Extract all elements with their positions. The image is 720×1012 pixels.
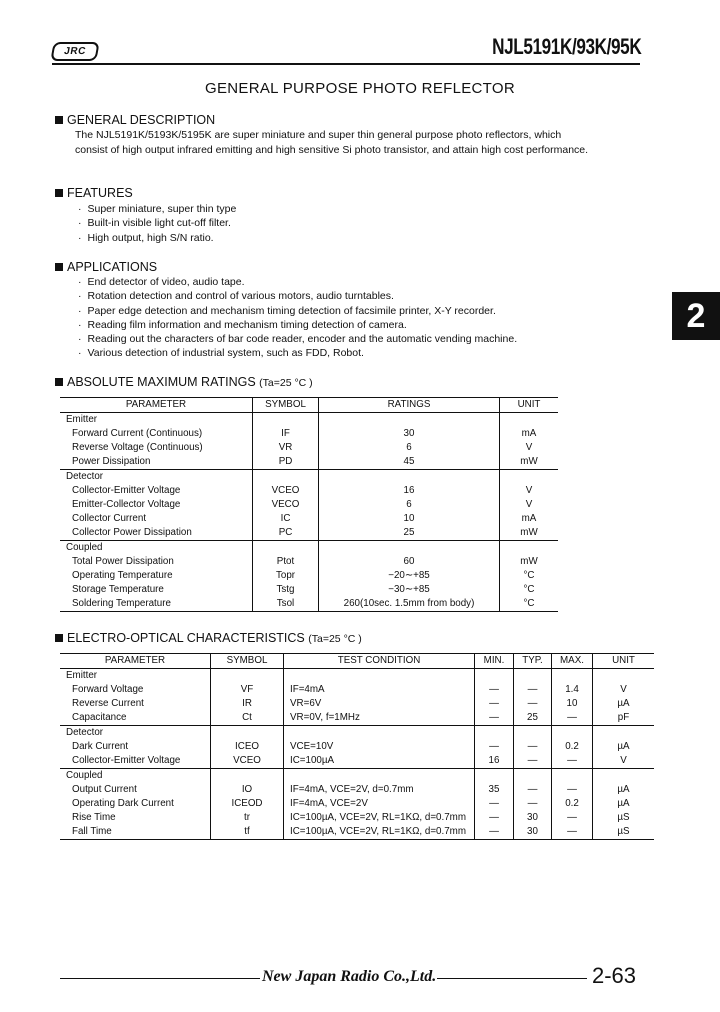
list-item: · Built-in visible light cut-off filter.: [78, 216, 236, 230]
abs-max-heading: ABSOLUTE MAXIMUM RATINGS (Ta=25 °C ): [55, 375, 313, 389]
page-number: 2-63: [592, 963, 637, 988]
general-description-text: The NJL5191K/5193K/5195K are super miniature and super thin general purpose photo reflectors, which consist of high output infrared emitting and high sensitive Si photo transistor, and attain high cost performance.: [75, 129, 589, 156]
bullet-square-icon: [55, 634, 63, 642]
list-item: · Super miniature, super thin type: [78, 202, 236, 216]
abs-max-table: [60, 397, 558, 612]
table-row: Reverse Voltage (Continuous) VR 6 V: [60, 441, 558, 455]
features-list: [78, 202, 236, 245]
column-header: SYMBOL: [253, 398, 319, 413]
jrc-logo: JRC: [50, 42, 99, 61]
section-tab: 2: [672, 292, 720, 340]
bullet-square-icon: [55, 189, 63, 197]
table-row: Collector Current IC 10 mA: [60, 512, 558, 526]
page-title: GENERAL PURPOSE PHOTO REFLECTOR: [205, 80, 515, 97]
bullet-square-icon: [55, 378, 63, 386]
table-row: Soldering Temperature Tsol 260(10sec. 1.5mm from body) °C: [60, 597, 558, 612]
list-item: · Reading film information and mechanism timing detection of camera.: [78, 318, 517, 332]
footer-rule-right: [437, 978, 587, 979]
electro-optical-heading: ELECTRO-OPTICAL CHARACTERISTICS (Ta=25 °C ): [55, 631, 362, 645]
part-number: NJL5191K/93K/95K: [491, 34, 641, 59]
table-row: Capacitance Ct VR=0V, f=1MHz — 25 — pF: [60, 711, 654, 726]
table-row: Collector-Emitter Voltage VCEO IC=100µA 16 — — V: [60, 754, 654, 769]
column-header: UNIT: [500, 398, 559, 413]
electro-optical-table: [60, 653, 654, 840]
table-row: Reverse Current IR VR=6V — — 10 µA: [60, 697, 654, 711]
footer-company: New Japan Radio Co.,Ltd.: [262, 968, 437, 985]
group-label: Detector: [60, 470, 253, 485]
column-header: RATINGS: [319, 398, 500, 413]
list-item: · High output, high S/N ratio.: [78, 231, 236, 245]
table-row: Rise Time tr IC=100µA, VCE=2V, RL=1KΩ, d=0.7mm — 30 — µS: [60, 811, 654, 825]
table-row: Total Power Dissipation Ptot 60 mW: [60, 555, 558, 569]
column-header: MAX.: [552, 654, 593, 669]
table-row: Forward Voltage VF IF=4mA — — 1.4 V: [60, 683, 654, 697]
column-header: PARAMETER: [60, 654, 211, 669]
group-label: Detector: [60, 726, 211, 741]
table-row: Power Dissipation PD 45 mW: [60, 455, 558, 470]
table-row: Output Current IO IF=4mA, VCE=2V, d=0.7mm 35 — — µA: [60, 783, 654, 797]
column-header: TYP.: [514, 654, 552, 669]
table-row: Collector Power Dissipation PC 25 mW: [60, 526, 558, 541]
table-row: Fall Time tf IC=100µA, VCE=2V, RL=1KΩ, d=0.7mm — 30 — µS: [60, 825, 654, 840]
list-item: · Reading out the characters of bar code reader, encoder and the automatic vending machine.: [78, 332, 517, 346]
table-row: Operating Temperature Topr −20∼+85 °C: [60, 569, 558, 583]
group-label: Emitter: [66, 670, 98, 681]
list-item: · Rotation detection and control of various motors, audio turntables.: [78, 289, 517, 303]
group-label: Emitter: [66, 414, 98, 425]
bullet-square-icon: [55, 116, 63, 124]
list-item: · End detector of video, audio tape.: [78, 275, 517, 289]
footer-rule-left: [60, 978, 260, 979]
table-row: Operating Dark Current ICEOD IF=4mA, VCE=2V — — 0.2 µA: [60, 797, 654, 811]
column-header: PARAMETER: [60, 398, 253, 413]
table-row: Dark Current ICEO VCE=10V — — 0.2 µA: [60, 740, 654, 754]
header-rule: [52, 63, 640, 65]
features-heading: FEATURES: [55, 186, 133, 200]
applications-heading: APPLICATIONS: [55, 260, 157, 274]
list-item: · Paper edge detection and mechanism timing detection of facsimile printer, X-Y recorder.: [78, 304, 517, 318]
general-description-heading: GENERAL DESCRIPTION: [55, 113, 215, 127]
list-item: · Various detection of industrial system, such as FDD, Robot.: [78, 346, 517, 360]
group-label: Coupled: [60, 769, 211, 784]
table-row: Emitter-Collector Voltage VECO 6 V: [60, 498, 558, 512]
group-label: Coupled: [60, 541, 253, 556]
table-row: Forward Current (Continuous) IF 30 mA: [60, 427, 558, 441]
column-header: TEST CONDITION: [284, 654, 475, 669]
column-header: MIN.: [475, 654, 514, 669]
column-header: UNIT: [593, 654, 655, 669]
table-row: Collector-Emitter Voltage VCEO 16 V: [60, 484, 558, 498]
bullet-square-icon: [55, 263, 63, 271]
applications-list: [78, 275, 517, 361]
table-row: Storage Temperature Tstg −30∼+85 °C: [60, 583, 558, 597]
column-header: SYMBOL: [211, 654, 284, 669]
